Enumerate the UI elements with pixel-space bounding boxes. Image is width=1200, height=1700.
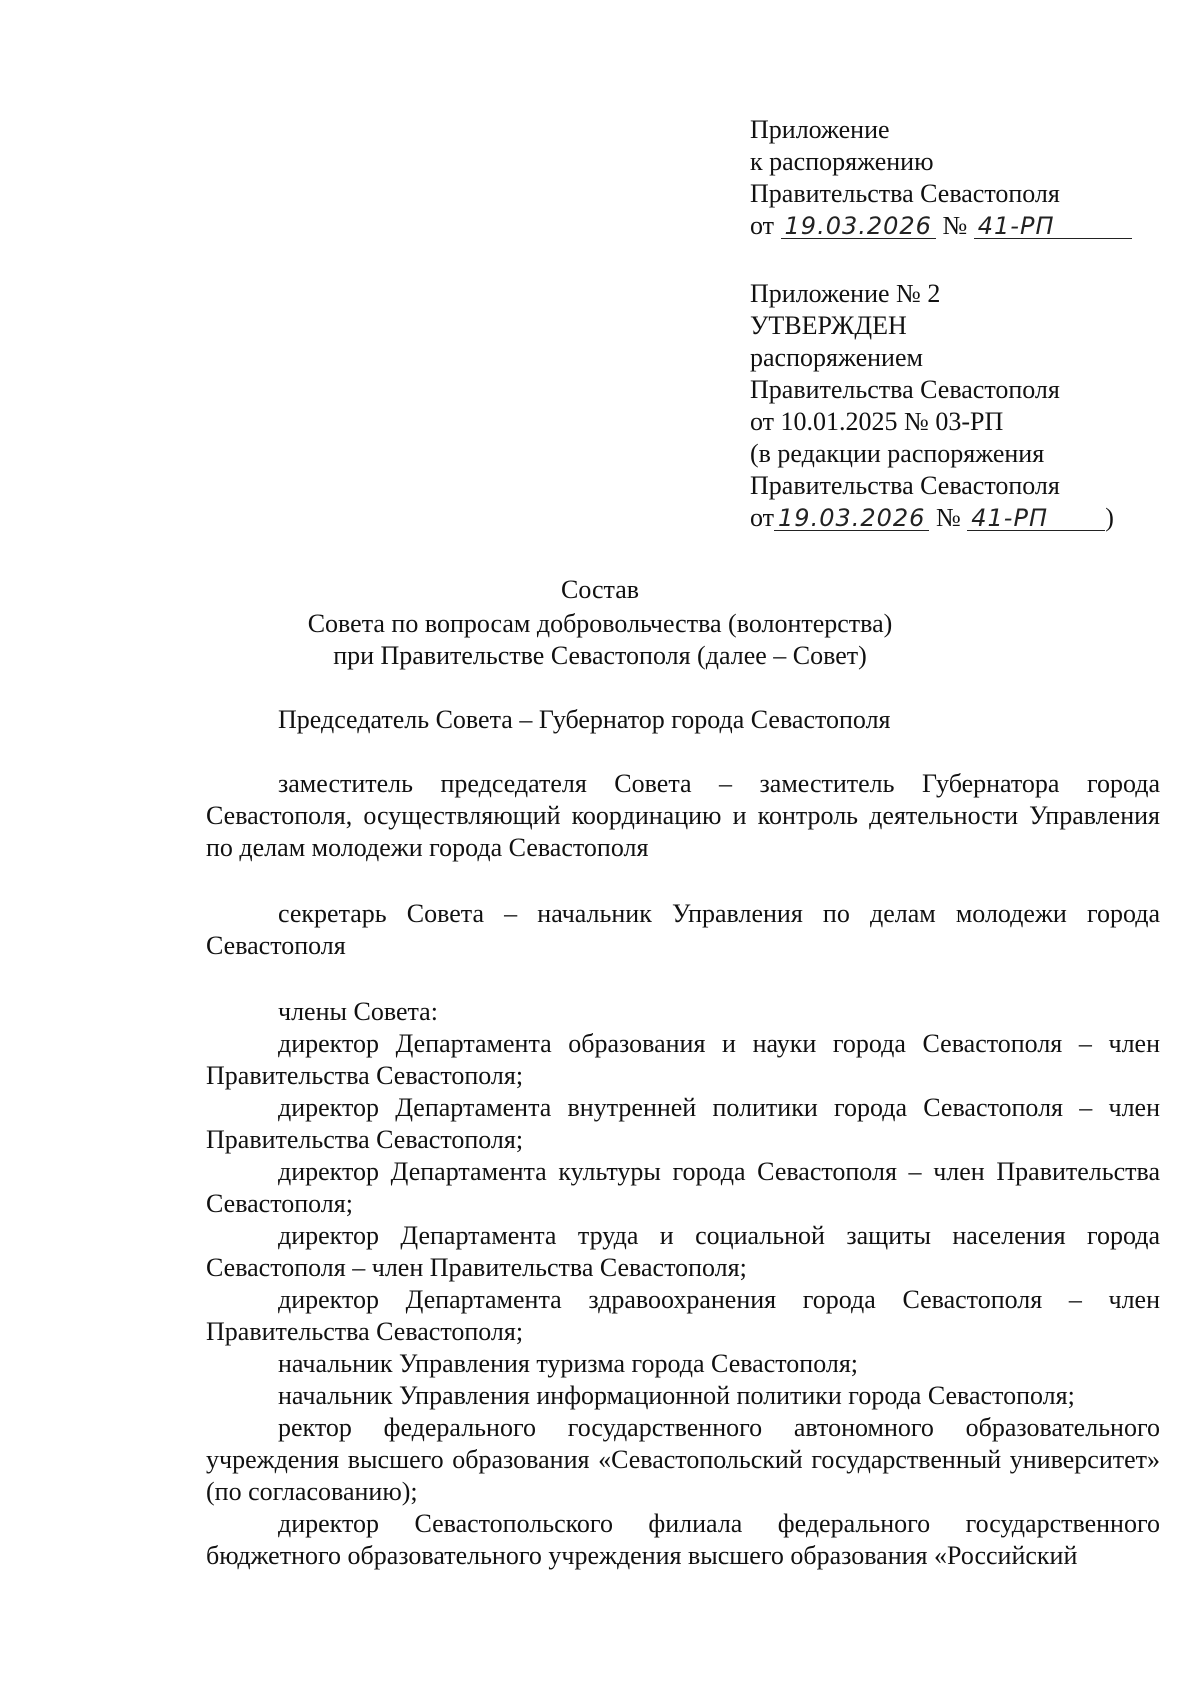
approval-block [750, 278, 1170, 534]
date-prefix: от [750, 503, 775, 532]
member-item: ректор федерального государственного автономного образовательного учреждения высшего образования «Севастопольский государственный университет» (по согласованию); [206, 1413, 1160, 1506]
secretary-text: секретарь Совета – начальник Управления по делам молодежи города Севастополя [206, 899, 1160, 960]
handwritten-number: 41-РП [967, 506, 1105, 531]
approval-line-2: УТВЕРЖДЕН [750, 311, 907, 340]
approval-line-3: распоряжением [750, 343, 923, 372]
handwritten-number: 41-РП [974, 214, 1132, 239]
members-section [206, 996, 1160, 1572]
attachment-line-3: Правительства Севастополя [750, 179, 1060, 208]
member-item: директор Департамента культуры города Севастополя – член Правительства Севастополя; [206, 1157, 1160, 1218]
deputy-text: заместитель председателя Совета – заместитель Губернатора города Севастополя, осуществляющий координацию и контроль деятельности Управления по делам молодежи города Севастополя [206, 769, 1160, 862]
member-item: начальник Управления туризма города Севастополя; [278, 1349, 859, 1378]
approval-line-4: Правительства Севастополя [750, 375, 1060, 404]
secretary-paragraph [206, 898, 1160, 962]
approval-line-1: Приложение № 2 [750, 279, 941, 308]
number-prefix: № [935, 503, 961, 532]
document-title: Состав [560, 575, 640, 604]
chair-paragraph [206, 704, 1160, 736]
attachment-line-2: к распоряжению [750, 147, 934, 176]
attachment-date-line [750, 210, 1170, 242]
closing-paren: ) [1105, 503, 1114, 532]
handwritten-date: 19.03.2026 [781, 214, 936, 239]
attachment-line-1: Приложение [750, 115, 890, 144]
approval-date-line [750, 502, 1170, 534]
document-subtitle-2: при Правительстве Севастополя (далее – Совет) [333, 641, 867, 670]
document-subtitle-1: Совета по вопросам добровольчества (волонтерства) [307, 609, 893, 638]
members-heading: члены Совета: [278, 997, 438, 1026]
date-prefix: от [750, 211, 775, 240]
member-item: директор Департамента здравоохранения города Севастополя – член Правительства Севастополя; [206, 1285, 1160, 1346]
attachment-header [750, 114, 1170, 242]
approval-line-7: Правительства Севастополя [750, 471, 1060, 500]
deputy-paragraph [206, 768, 1160, 864]
number-prefix: № [942, 211, 968, 240]
member-item: директор Департамента внутренней политики города Севастополя – член Правительства Севастополя; [206, 1093, 1160, 1154]
approval-line-6: (в редакции распоряжения [750, 439, 1045, 468]
member-item: начальник Управления информационной политики города Севастополя; [278, 1381, 1075, 1410]
approval-line-5: от 10.01.2025 № 03-РП [750, 407, 1004, 436]
member-item: директор Севастопольского филиала федерального государственного бюджетного образовательного учреждения высшего образования «Российский [206, 1509, 1160, 1570]
chair-text: Председатель Совета – Губернатор города Севастополя [278, 705, 891, 734]
member-item: директор Департамента образования и науки города Севастополя – член Правительства Севастополя; [206, 1029, 1160, 1090]
member-item: директор Департамента труда и социальной защиты населения города Севастополя – член Правительства Севастополя; [206, 1221, 1160, 1282]
handwritten-date: 19.03.2026 [774, 506, 929, 531]
